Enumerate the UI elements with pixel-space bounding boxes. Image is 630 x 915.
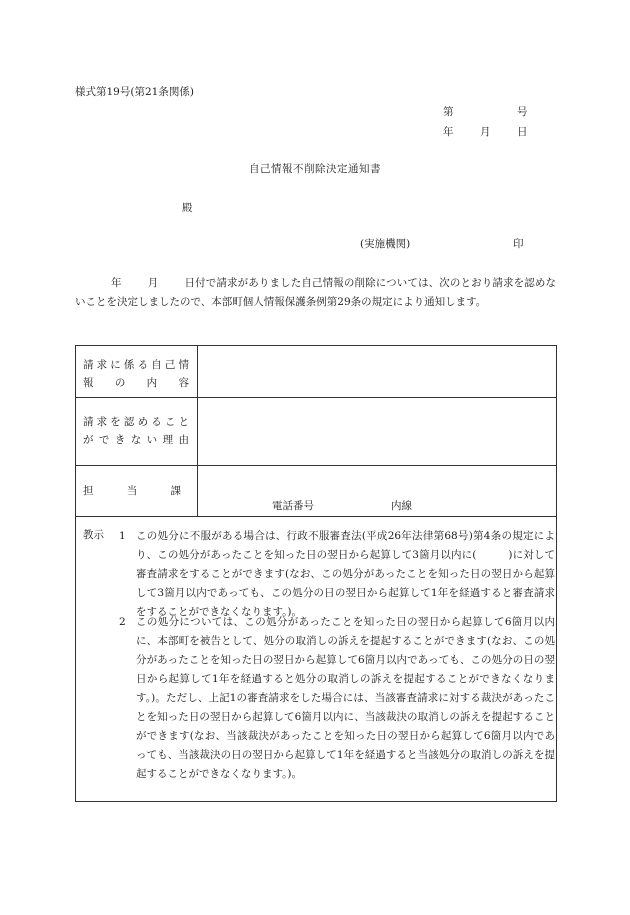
document-number-suffix: 号	[517, 106, 528, 118]
extension-label: 内線	[391, 500, 412, 512]
date-year: 年	[443, 126, 454, 138]
body-year: 年	[111, 277, 122, 289]
document-number-prefix: 第	[443, 106, 454, 118]
table-row	[76, 398, 557, 466]
notice-item-number: 1	[119, 530, 126, 542]
notice-cell	[76, 517, 557, 802]
notice-item-text: この処分に不服がある場合は、行政不服審査法(平成26年法律第68号)第4条の規定により、この処分があったことを知った日の翌日から起算して3箇月以内に( )に対して審査請求をすることができます(なお、この処分があったことを知った日の翌日から起算して3箇月以内であっても、この処分の日の翌日から起算して1年を経過すると審査請求をすることができなくなります。)。	[136, 530, 555, 618]
staff-label: 担当課	[83, 485, 185, 497]
notice-item-text: この処分については、この処分があったことを知った日の翌日から起算して6箇月以内に、本部町を被告として、処分の取消しの訴えを提起することができます(なお、この処分があったことを知った日の翌日から起算して6箇月以内であっても、この処分の日の翌日から起算して1年を経過すると処分の取消しの訴えを提起することができなくなります。)。ただし、上記1の審査請求をした場合には、当該審査請求に対する裁決があったことを知った日の翌日から起算して6箇月以内に、当該裁決の取消しの訴えを提起することができます(なお、当該裁決があったことを知った日の翌日から起算して6箇月以内であっても、当該裁決の日の翌日から起算して1年を経過すると当該処分の取消しの訴えを提起することができなくなります。)。	[136, 616, 555, 780]
staff-value-cell	[198, 466, 557, 517]
form-number: 様式第19号(第21条関係)	[75, 86, 194, 98]
body-text: 日付で請求がありました自己情報の削除については、次のとおり請求を認めないことを決定しましたので、本部町個人情報保護条例第29条の規定により通知します。	[75, 277, 556, 308]
notice-item	[119, 527, 555, 622]
agency-label: (実施機関)	[360, 238, 411, 250]
notice-item-number: 2	[119, 616, 126, 628]
document-title: 自己情報不削除決定通知書	[249, 163, 381, 175]
table-row	[76, 346, 557, 398]
reason-value-cell	[198, 398, 557, 466]
content-label-cell	[76, 346, 198, 398]
date-day: 日	[517, 126, 528, 138]
body-month: 月	[147, 277, 159, 289]
phone-label: 電話番号	[272, 500, 314, 512]
date-month: 月	[480, 126, 491, 138]
addressee-suffix: 殿	[182, 202, 193, 214]
table-row	[76, 466, 557, 517]
staff-label-cell	[76, 466, 198, 517]
content-label: 請求に係る自己情報の内容	[83, 359, 191, 389]
table-row	[76, 517, 557, 802]
body-paragraph	[75, 274, 556, 312]
info-table	[75, 345, 557, 802]
notice-item	[119, 613, 555, 784]
reason-label-cell	[76, 398, 198, 466]
content-value-cell	[198, 346, 557, 398]
seal-mark: 印	[513, 238, 524, 250]
reason-label: 請求を認めることができない理由	[83, 416, 191, 446]
notice-heading: 教示	[83, 529, 104, 541]
